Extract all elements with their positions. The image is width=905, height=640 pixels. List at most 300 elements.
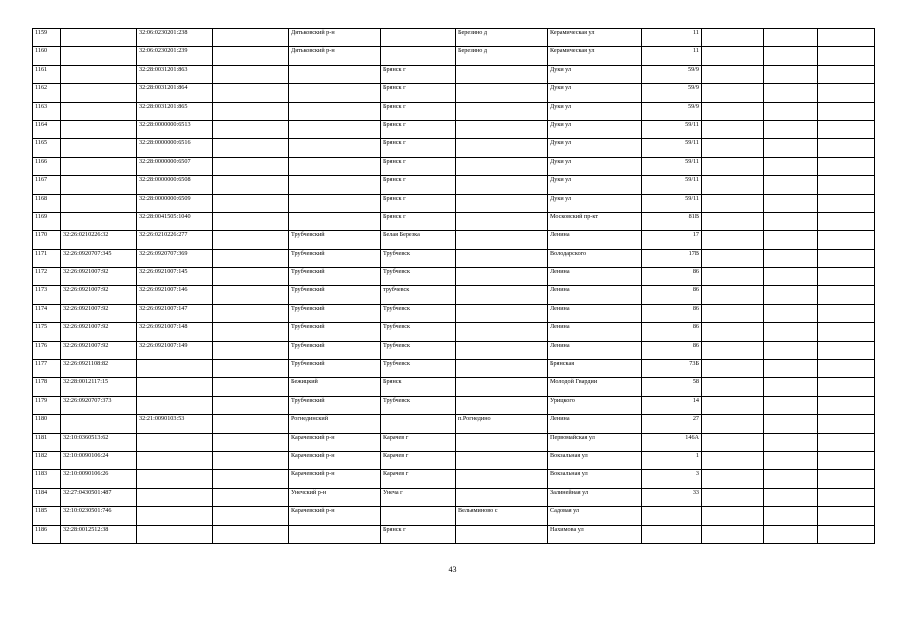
cell-house-number: 59/9 [642, 102, 702, 120]
cell-settlement [456, 194, 548, 212]
cell-col-12 [818, 268, 875, 286]
cell-city: Трубчевск [381, 304, 456, 322]
table-row [33, 360, 875, 378]
cell-cadastral-number: 32:28:0041505:1040 [137, 212, 213, 230]
cell-settlement [456, 304, 548, 322]
cell-cadastral-number [137, 451, 213, 469]
cell-extra-number [213, 102, 289, 120]
cell-street: Ленина [548, 231, 642, 249]
cell-col-11 [764, 525, 818, 543]
cell-cadastral-block: 32:28:0012512:38 [61, 525, 137, 543]
cell-district: Бежицкий [289, 378, 381, 396]
cell-street: Ленина [548, 286, 642, 304]
cell-house-number: 59/11 [642, 139, 702, 157]
cell-street: Керамическая ул [548, 29, 642, 47]
cell-cadastral-number [137, 507, 213, 525]
table-row [33, 65, 875, 83]
table-row [33, 341, 875, 359]
table-row [33, 396, 875, 414]
cell-col-12 [818, 194, 875, 212]
cell-cadastral-block: 32:26:0210226:32 [61, 231, 137, 249]
cell-city: Брянск г [381, 65, 456, 83]
cell-street: Вокзальная ул [548, 451, 642, 469]
cell-street: Залинейная ул [548, 488, 642, 506]
cell-city: Трубчевск [381, 249, 456, 267]
cell-col-12 [818, 29, 875, 47]
cell-district: Дятьковский р-н [289, 47, 381, 65]
cell-settlement [456, 65, 548, 83]
cell-cadastral-block: 32:28:0012117:15 [61, 378, 137, 396]
cell-district [289, 525, 381, 543]
cell-district [289, 65, 381, 83]
cell-cadastral-block: 32:26:0921007:92 [61, 341, 137, 359]
cell-district [289, 176, 381, 194]
cell-col-10 [702, 176, 764, 194]
cell-cadastral-block: 32:26:0921007:92 [61, 304, 137, 322]
cell-col-10 [702, 268, 764, 286]
cell-settlement [456, 139, 548, 157]
cell-col-10 [702, 323, 764, 341]
cell-city: Брянск г [381, 525, 456, 543]
cell-row-number: 1184 [33, 488, 61, 506]
cell-row-number: 1174 [33, 304, 61, 322]
cell-col-12 [818, 65, 875, 83]
cell-col-10 [702, 84, 764, 102]
cell-col-12 [818, 249, 875, 267]
cell-col-11 [764, 396, 818, 414]
cell-settlement: Березино д [456, 47, 548, 65]
cell-house-number [642, 525, 702, 543]
cell-cadastral-number: 32:28:0031201:865 [137, 102, 213, 120]
cell-city: Брянск г [381, 157, 456, 175]
table-row [33, 451, 875, 469]
cell-cadastral-block [61, 65, 137, 83]
cell-col-10 [702, 304, 764, 322]
cell-col-10 [702, 470, 764, 488]
cell-col-12 [818, 47, 875, 65]
cell-col-11 [764, 488, 818, 506]
cell-street: Дуки ул [548, 120, 642, 138]
cell-col-11 [764, 47, 818, 65]
cell-house-number: 27 [642, 415, 702, 433]
cell-col-11 [764, 323, 818, 341]
cell-col-10 [702, 415, 764, 433]
cell-row-number: 1169 [33, 212, 61, 230]
cell-street: Ленина [548, 268, 642, 286]
cell-extra-number [213, 29, 289, 47]
cell-row-number: 1170 [33, 231, 61, 249]
cell-street: Ленина [548, 341, 642, 359]
cell-district: Трубчевский [289, 341, 381, 359]
cell-col-11 [764, 102, 818, 120]
cell-extra-number [213, 47, 289, 65]
cell-cadastral-number: 32:06:0230201:238 [137, 29, 213, 47]
cell-col-11 [764, 268, 818, 286]
cell-street: Дуки ул [548, 102, 642, 120]
cell-street: Дуки ул [548, 157, 642, 175]
cell-col-11 [764, 157, 818, 175]
cell-street: Дуки ул [548, 194, 642, 212]
cell-col-11 [764, 451, 818, 469]
cell-row-number: 1160 [33, 47, 61, 65]
cell-district [289, 212, 381, 230]
cell-house-number: 59/9 [642, 65, 702, 83]
cell-col-11 [764, 29, 818, 47]
table-row [33, 84, 875, 102]
cell-city: Брянск г [381, 120, 456, 138]
cell-col-12 [818, 451, 875, 469]
cell-district: Трубчевский [289, 231, 381, 249]
cell-col-11 [764, 286, 818, 304]
cell-col-12 [818, 507, 875, 525]
table-row [33, 139, 875, 157]
cell-extra-number [213, 433, 289, 451]
table-row [33, 157, 875, 175]
cell-city: Брянск г [381, 84, 456, 102]
cell-house-number: 73Б [642, 360, 702, 378]
table-row [33, 249, 875, 267]
cell-cadastral-block: 32:26:0920707:345 [61, 249, 137, 267]
cell-cadastral-number: 32:06:0230201:239 [137, 47, 213, 65]
cell-street: Московский пр-кт [548, 212, 642, 230]
cell-house-number: 3 [642, 470, 702, 488]
cell-col-12 [818, 102, 875, 120]
cell-district: Трубчевский [289, 304, 381, 322]
cell-cadastral-number [137, 396, 213, 414]
cell-col-12 [818, 470, 875, 488]
cell-extra-number [213, 249, 289, 267]
table-row [33, 231, 875, 249]
cell-house-number: 81В [642, 212, 702, 230]
cell-house-number: 11 [642, 47, 702, 65]
cell-cadastral-block: 32:26:0921007:92 [61, 268, 137, 286]
table-row [33, 323, 875, 341]
cell-district: Унечский р-н [289, 488, 381, 506]
cell-house-number: 86 [642, 304, 702, 322]
cell-extra-number [213, 323, 289, 341]
cell-cadastral-block: 32:26:0921108:82 [61, 360, 137, 378]
cell-col-10 [702, 249, 764, 267]
table-row [33, 433, 875, 451]
cell-street: Керамическая ул [548, 47, 642, 65]
cell-settlement: Вельяминово с [456, 507, 548, 525]
cell-settlement [456, 396, 548, 414]
cell-row-number: 1177 [33, 360, 61, 378]
cell-house-number: 1 [642, 451, 702, 469]
cell-street: Ленина [548, 304, 642, 322]
cell-extra-number [213, 231, 289, 249]
table-row [33, 212, 875, 230]
cell-house-number: 86 [642, 341, 702, 359]
cell-col-11 [764, 120, 818, 138]
cell-settlement: Березино д [456, 29, 548, 47]
cell-col-11 [764, 378, 818, 396]
cell-settlement [456, 323, 548, 341]
cell-settlement [456, 470, 548, 488]
cell-settlement [456, 378, 548, 396]
cell-cadastral-block: 32:26:0920707:373 [61, 396, 137, 414]
cell-extra-number [213, 139, 289, 157]
cell-district [289, 139, 381, 157]
cell-extra-number [213, 396, 289, 414]
cell-street: Дуки ул [548, 139, 642, 157]
cell-col-10 [702, 194, 764, 212]
cell-district: Карачевский р-н [289, 507, 381, 525]
table-row [33, 47, 875, 65]
cell-row-number: 1186 [33, 525, 61, 543]
cell-house-number: 86 [642, 286, 702, 304]
cell-street: Садовая ул [548, 507, 642, 525]
cell-cadastral-number [137, 360, 213, 378]
cell-col-10 [702, 488, 764, 506]
cell-col-11 [764, 433, 818, 451]
cell-cadastral-block [61, 29, 137, 47]
cell-cadastral-block: 32:27:0430501:487 [61, 488, 137, 506]
cell-city: Брянск г [381, 176, 456, 194]
cell-district: Трубчевский [289, 249, 381, 267]
table-row [33, 176, 875, 194]
cell-col-10 [702, 212, 764, 230]
cell-settlement: п.Рогнедино [456, 415, 548, 433]
cell-col-12 [818, 304, 875, 322]
cell-cadastral-number [137, 525, 213, 543]
cell-cadastral-block: 32:10:0360513:62 [61, 433, 137, 451]
cell-extra-number [213, 65, 289, 83]
cell-house-number: 86 [642, 323, 702, 341]
cell-city [381, 29, 456, 47]
cell-cadastral-number: 32:28:0000000:6507 [137, 157, 213, 175]
cell-col-10 [702, 451, 764, 469]
cell-city: Трубчевск [381, 323, 456, 341]
cell-row-number: 1167 [33, 176, 61, 194]
cell-settlement [456, 286, 548, 304]
cell-settlement [456, 433, 548, 451]
cell-col-10 [702, 378, 764, 396]
table-row [33, 378, 875, 396]
cell-cadastral-block: 32:26:0921007:92 [61, 323, 137, 341]
cell-col-12 [818, 120, 875, 138]
cell-cadastral-number: 32:26:0921007:149 [137, 341, 213, 359]
cell-city: Трубчевск [381, 360, 456, 378]
cell-row-number: 1183 [33, 470, 61, 488]
cell-cadastral-block: 32:10:0090106:26 [61, 470, 137, 488]
table-row [33, 304, 875, 322]
cell-cadastral-number: 32:26:0921007:148 [137, 323, 213, 341]
cell-col-12 [818, 378, 875, 396]
cell-col-11 [764, 304, 818, 322]
cell-col-12 [818, 84, 875, 102]
table-row [33, 415, 875, 433]
cell-city: Брянск [381, 378, 456, 396]
cell-col-11 [764, 415, 818, 433]
table-row [33, 525, 875, 543]
cell-cadastral-number: 32:28:0031201:863 [137, 65, 213, 83]
cell-city: Унеча г [381, 488, 456, 506]
cell-col-12 [818, 157, 875, 175]
cell-extra-number [213, 194, 289, 212]
cell-col-12 [818, 139, 875, 157]
cell-cadastral-number [137, 470, 213, 488]
cell-col-11 [764, 84, 818, 102]
cell-col-10 [702, 102, 764, 120]
cell-col-12 [818, 396, 875, 414]
cell-cadastral-block [61, 139, 137, 157]
cell-cadastral-number: 32:26:0921007:147 [137, 304, 213, 322]
cell-street: Ленина [548, 323, 642, 341]
cell-city [381, 47, 456, 65]
cell-col-11 [764, 139, 818, 157]
table-body [33, 29, 875, 544]
cell-cadastral-block: 32:10:0230501:746 [61, 507, 137, 525]
cell-house-number: 11 [642, 29, 702, 47]
cell-col-10 [702, 29, 764, 47]
cell-cadastral-number [137, 433, 213, 451]
cell-cadastral-number: 32:28:0000000:6508 [137, 176, 213, 194]
cell-street: Брянская [548, 360, 642, 378]
cell-col-10 [702, 139, 764, 157]
cell-row-number: 1182 [33, 451, 61, 469]
cell-district [289, 194, 381, 212]
cell-col-11 [764, 249, 818, 267]
cell-col-10 [702, 120, 764, 138]
cell-city: Белая Березка [381, 231, 456, 249]
cell-cadastral-block: 32:26:0921007:92 [61, 286, 137, 304]
cell-district: Трубчевский [289, 286, 381, 304]
cell-row-number: 1181 [33, 433, 61, 451]
cell-settlement [456, 102, 548, 120]
table-row [33, 470, 875, 488]
cell-extra-number [213, 451, 289, 469]
cell-cadastral-block [61, 157, 137, 175]
cell-col-12 [818, 212, 875, 230]
cell-city: Трубчевск [381, 341, 456, 359]
cell-street: Дуки ул [548, 176, 642, 194]
cell-extra-number [213, 488, 289, 506]
cell-col-12 [818, 360, 875, 378]
cell-col-11 [764, 194, 818, 212]
cell-city: Трубчевск [381, 396, 456, 414]
cell-city: трубчевск [381, 286, 456, 304]
cell-col-12 [818, 433, 875, 451]
cell-extra-number [213, 84, 289, 102]
cell-district [289, 157, 381, 175]
cell-col-12 [818, 525, 875, 543]
cell-col-10 [702, 157, 764, 175]
cell-city [381, 415, 456, 433]
cell-extra-number [213, 378, 289, 396]
cell-col-10 [702, 286, 764, 304]
cell-house-number: 59/11 [642, 194, 702, 212]
cell-row-number: 1171 [33, 249, 61, 267]
cell-row-number: 1168 [33, 194, 61, 212]
cell-cadastral-number [137, 488, 213, 506]
cell-house-number: 86 [642, 268, 702, 286]
cell-city [381, 507, 456, 525]
cell-row-number: 1175 [33, 323, 61, 341]
cell-col-12 [818, 323, 875, 341]
cell-house-number: 146А [642, 433, 702, 451]
cell-district: Карачевский р-н [289, 451, 381, 469]
cell-col-12 [818, 231, 875, 249]
cell-cadastral-number: 32:26:0210226:277 [137, 231, 213, 249]
cell-col-11 [764, 65, 818, 83]
cell-street: Володарского [548, 249, 642, 267]
cell-city: Карачев г [381, 470, 456, 488]
cell-extra-number [213, 341, 289, 359]
cell-house-number: 14 [642, 396, 702, 414]
cell-col-10 [702, 360, 764, 378]
cell-row-number: 1173 [33, 286, 61, 304]
cell-col-10 [702, 433, 764, 451]
cell-city: Брянск г [381, 194, 456, 212]
cell-district: Рогнединский [289, 415, 381, 433]
cell-col-11 [764, 507, 818, 525]
table-row [33, 507, 875, 525]
cell-cadastral-block [61, 120, 137, 138]
cell-cadastral-number: 32:21:0090103:53 [137, 415, 213, 433]
cell-col-10 [702, 396, 764, 414]
cell-extra-number [213, 268, 289, 286]
cell-col-10 [702, 507, 764, 525]
cell-street: Молодой Гвардии [548, 378, 642, 396]
cell-district [289, 102, 381, 120]
cell-col-10 [702, 525, 764, 543]
cell-settlement [456, 157, 548, 175]
cell-col-10 [702, 65, 764, 83]
cell-row-number: 1185 [33, 507, 61, 525]
cell-extra-number [213, 176, 289, 194]
cell-extra-number [213, 120, 289, 138]
cell-extra-number [213, 286, 289, 304]
cell-col-10 [702, 47, 764, 65]
cell-district: Карачевский р-н [289, 433, 381, 451]
cell-house-number [642, 507, 702, 525]
cell-extra-number [213, 470, 289, 488]
cell-cadastral-block [61, 47, 137, 65]
cell-house-number: 58 [642, 378, 702, 396]
table-row [33, 120, 875, 138]
cell-city: Трубчевск [381, 268, 456, 286]
table-row [33, 268, 875, 286]
cell-extra-number [213, 507, 289, 525]
page-number: 43 [448, 565, 457, 574]
cell-district: Карачевский р-н [289, 470, 381, 488]
cell-settlement [456, 176, 548, 194]
cell-row-number: 1161 [33, 65, 61, 83]
cell-cadastral-number: 32:26:0921007:145 [137, 268, 213, 286]
cell-col-12 [818, 286, 875, 304]
cell-street: Первомайская ул [548, 433, 642, 451]
cell-city: Брянск г [381, 212, 456, 230]
cell-row-number: 1162 [33, 84, 61, 102]
cell-street: Вокзальная ул [548, 470, 642, 488]
cell-row-number: 1159 [33, 29, 61, 47]
cell-extra-number [213, 304, 289, 322]
cell-district: Трубчевский [289, 360, 381, 378]
cell-street: Ленина [548, 415, 642, 433]
table-row [33, 286, 875, 304]
cell-col-11 [764, 360, 818, 378]
cell-cadastral-block [61, 84, 137, 102]
cell-cadastral-block [61, 176, 137, 194]
cell-district: Дятьковский р-н [289, 29, 381, 47]
table-row [33, 29, 875, 47]
cell-street: Дуки ул [548, 84, 642, 102]
cell-house-number: 59/11 [642, 176, 702, 194]
cell-col-12 [818, 415, 875, 433]
table-row [33, 194, 875, 212]
cell-settlement [456, 341, 548, 359]
